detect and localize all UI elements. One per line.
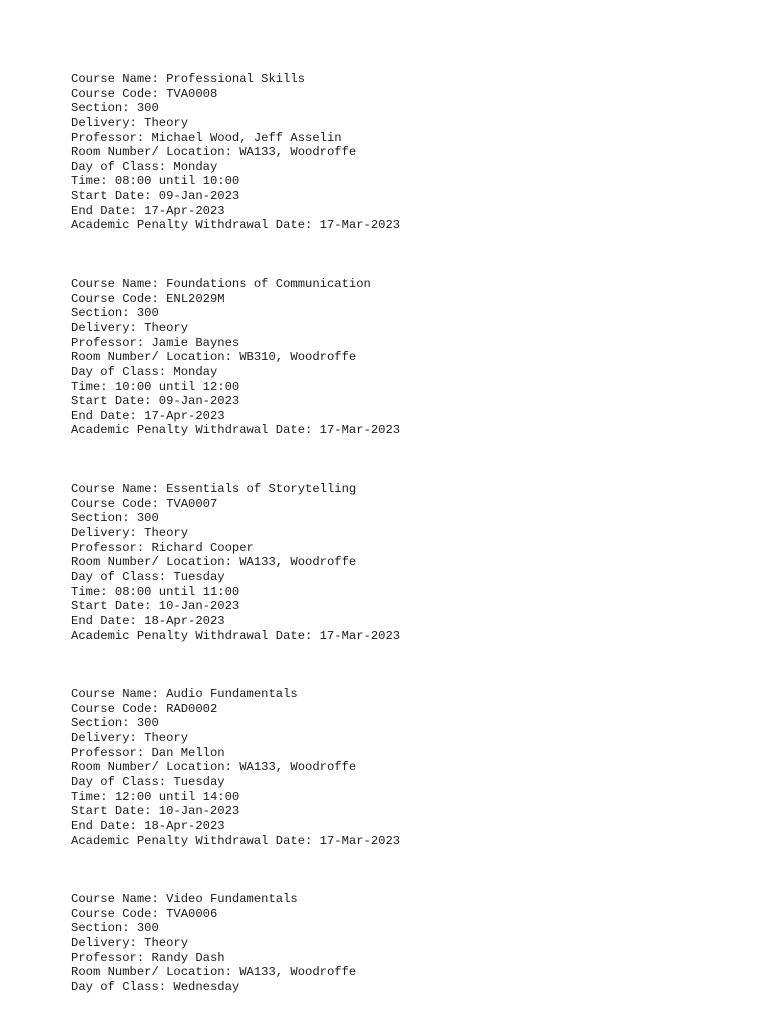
course-day: Day of Class: Monday bbox=[71, 364, 218, 379]
course-block-essentials-of-storytelling bbox=[71, 482, 768, 643]
course-professor: Professor: Michael Wood, Jeff Asselin bbox=[71, 130, 342, 145]
course-time: Time: 08:00 until 10:00 bbox=[71, 174, 240, 189]
course-delivery: Delivery: Theory bbox=[71, 936, 189, 951]
course-code: Course Code: RAD0002 bbox=[71, 701, 218, 716]
course-room: Room Number/ Location: WA133, Woodroffe bbox=[71, 965, 357, 980]
course-block-foundations-of-communication bbox=[71, 277, 768, 438]
course-room: Room Number/ Location: WA133, Woodroffe bbox=[71, 555, 357, 570]
course-end-date: End Date: 17-Apr-2023 bbox=[71, 203, 225, 218]
course-name: Course Name: Video Fundamentals bbox=[71, 892, 298, 907]
course-delivery: Delivery: Theory bbox=[71, 526, 189, 541]
course-code: Course Code: TVA0008 bbox=[71, 86, 218, 101]
course-section: Section: 300 bbox=[71, 716, 159, 731]
course-start-date: Start Date: 10-Jan-2023 bbox=[71, 804, 240, 819]
course-room: Room Number/ Location: WA133, Woodroffe bbox=[71, 760, 357, 775]
course-professor: Professor: Richard Cooper bbox=[71, 540, 254, 555]
course-professor: Professor: Jamie Baynes bbox=[71, 335, 240, 350]
course-start-date: Start Date: 10-Jan-2023 bbox=[71, 599, 240, 614]
course-professor: Professor: Randy Dash bbox=[71, 950, 225, 965]
course-block-professional-skills bbox=[71, 72, 768, 233]
course-start-date: Start Date: 09-Jan-2023 bbox=[71, 189, 240, 204]
course-day: Day of Class: Monday bbox=[71, 159, 218, 174]
course-withdrawal-date: Academic Penalty Withdrawal Date: 17-Mar-2023 bbox=[71, 833, 401, 848]
course-time: Time: 12:00 until 14:00 bbox=[71, 789, 240, 804]
course-section: Section: 300 bbox=[71, 511, 159, 526]
course-day: Day of Class: Tuesday bbox=[71, 774, 225, 789]
course-code: Course Code: TVA0007 bbox=[71, 496, 218, 511]
course-section: Section: 300 bbox=[71, 306, 159, 321]
course-name: Course Name: Audio Fundamentals bbox=[71, 687, 298, 702]
course-name: Course Name: Essentials of Storytelling bbox=[71, 482, 357, 497]
course-block-audio-fundamentals bbox=[71, 687, 768, 848]
course-name: Course Name: Professional Skills bbox=[71, 72, 306, 86]
course-code: Course Code: ENL2029M bbox=[71, 291, 225, 306]
course-section: Section: 300 bbox=[71, 101, 159, 116]
course-withdrawal-date: Academic Penalty Withdrawal Date: 17-Mar-2023 bbox=[71, 423, 401, 438]
course-room: Room Number/ Location: WA133, Woodroffe bbox=[71, 145, 357, 160]
course-name: Course Name: Foundations of Communication bbox=[71, 277, 371, 292]
course-day: Day of Class: Wednesday bbox=[71, 980, 240, 995]
course-start-date: Start Date: 09-Jan-2023 bbox=[71, 394, 240, 409]
course-section: Section: 300 bbox=[71, 921, 159, 936]
course-delivery: Delivery: Theory bbox=[71, 320, 189, 335]
course-block-video-fundamentals bbox=[71, 892, 768, 994]
course-end-date: End Date: 18-Apr-2023 bbox=[71, 818, 225, 833]
course-professor: Professor: Dan Mellon bbox=[71, 745, 225, 760]
course-end-date: End Date: 18-Apr-2023 bbox=[71, 613, 225, 628]
course-end-date: End Date: 17-Apr-2023 bbox=[71, 408, 225, 423]
course-delivery: Delivery: Theory bbox=[71, 731, 189, 746]
course-day: Day of Class: Tuesday bbox=[71, 569, 225, 584]
course-code: Course Code: TVA0006 bbox=[71, 906, 218, 921]
course-time: Time: 10:00 until 12:00 bbox=[71, 379, 240, 394]
course-withdrawal-date: Academic Penalty Withdrawal Date: 17-Mar-2023 bbox=[71, 628, 401, 643]
course-room: Room Number/ Location: WB310, Woodroffe bbox=[71, 350, 357, 365]
course-withdrawal-date: Academic Penalty Withdrawal Date: 17-Mar-2023 bbox=[71, 218, 401, 233]
course-delivery: Delivery: Theory bbox=[71, 115, 189, 130]
course-time: Time: 08:00 until 11:00 bbox=[71, 584, 240, 599]
